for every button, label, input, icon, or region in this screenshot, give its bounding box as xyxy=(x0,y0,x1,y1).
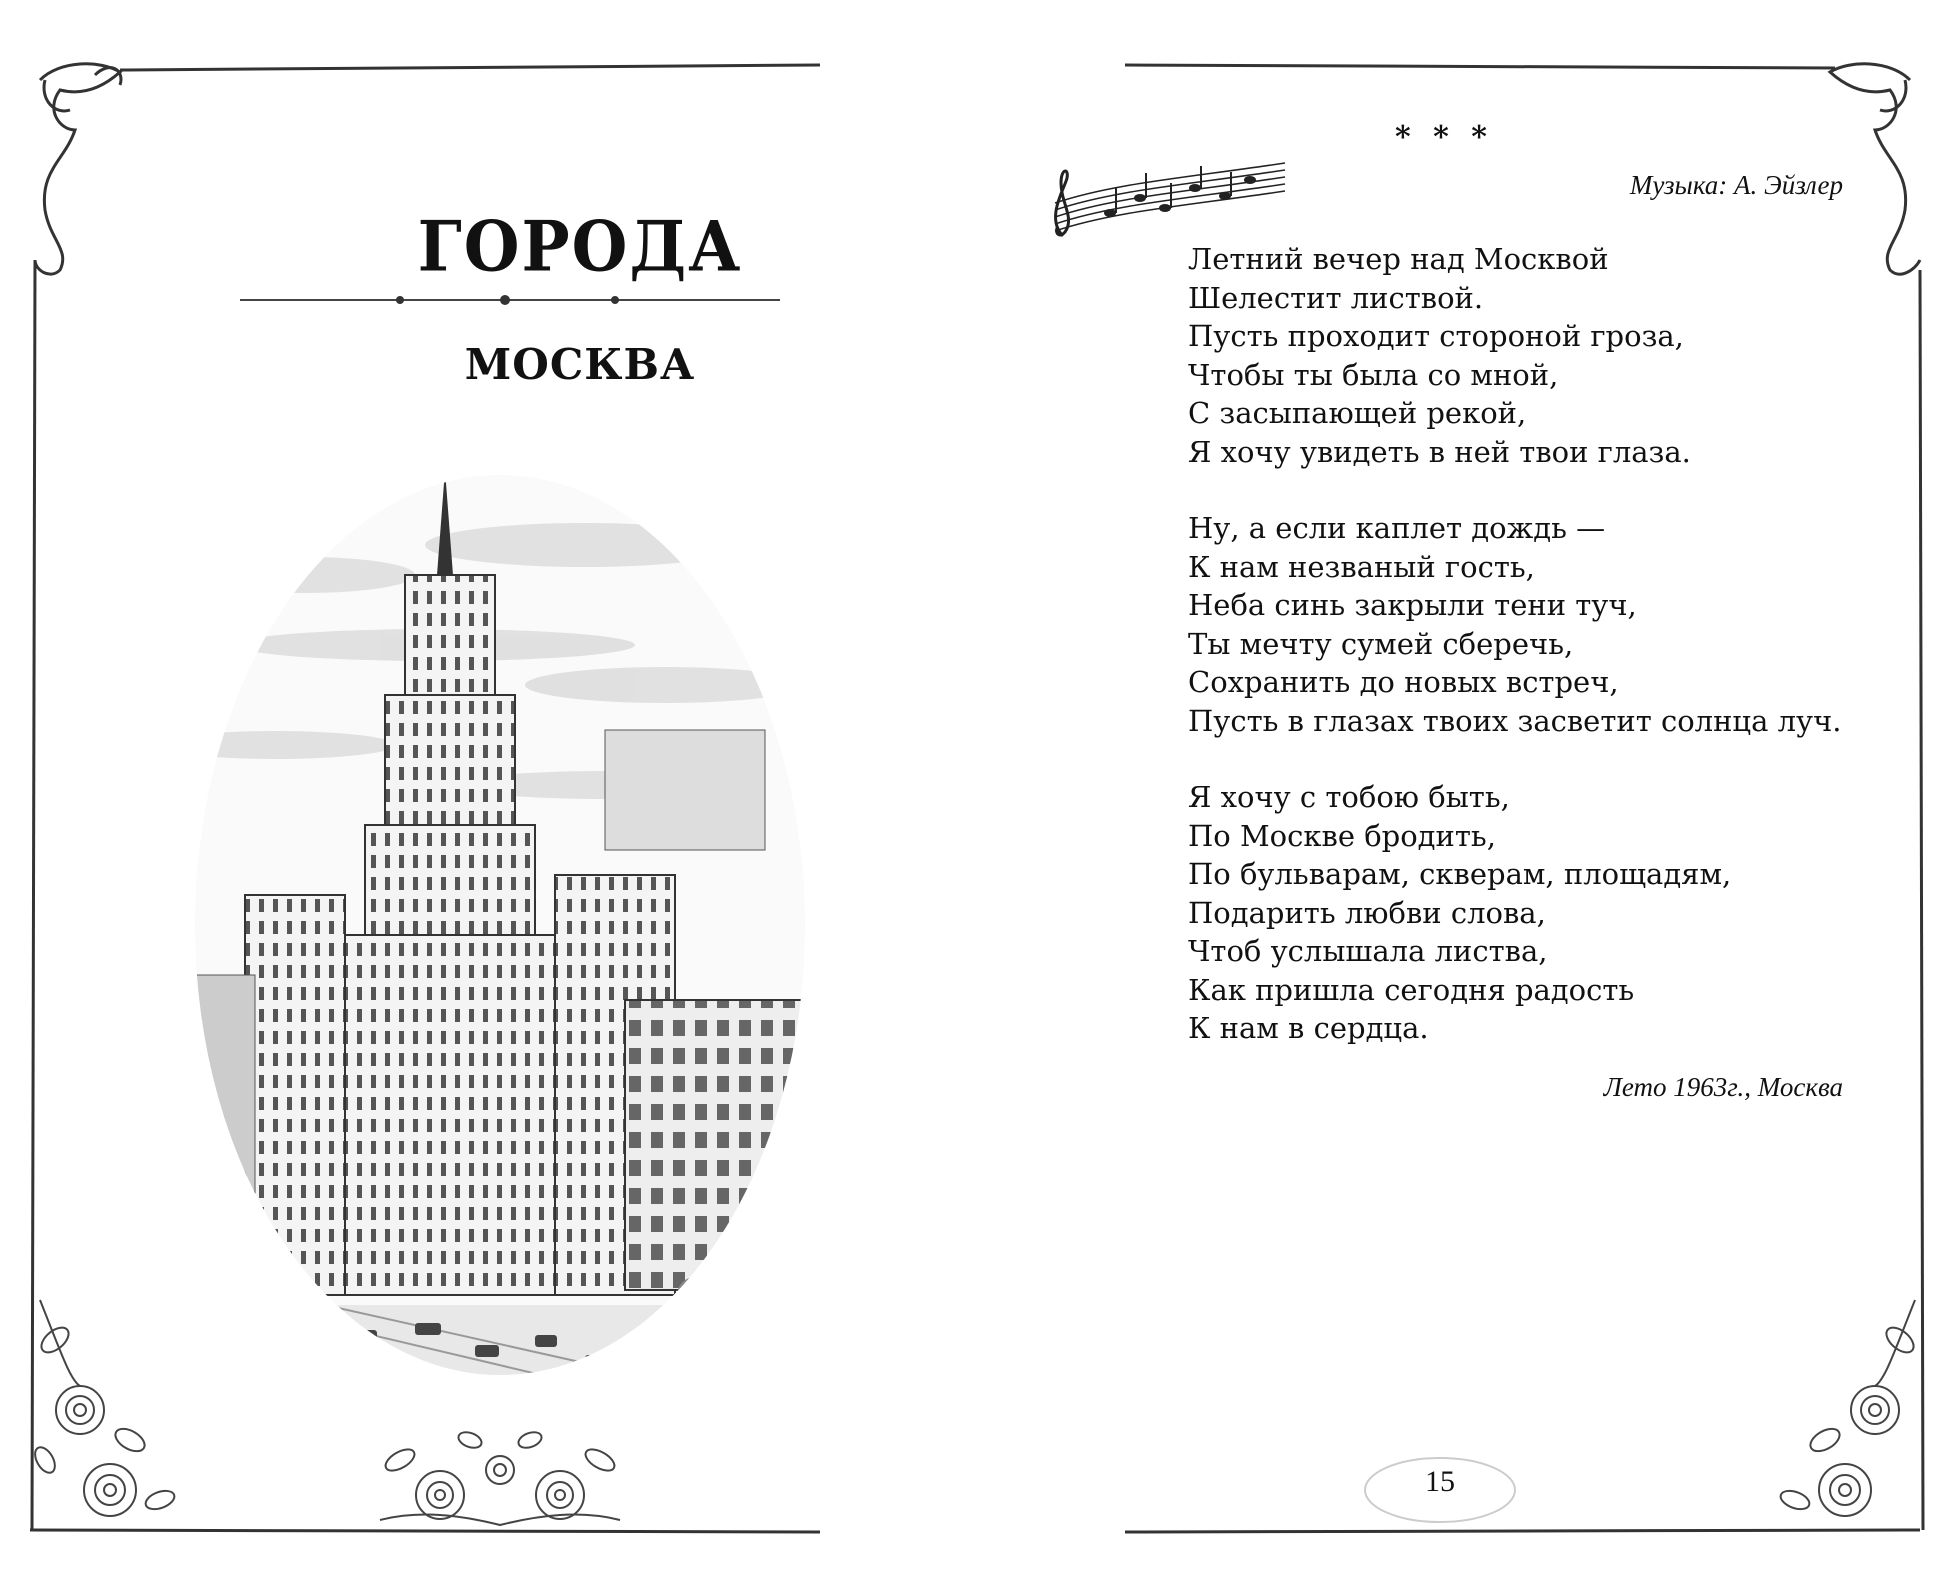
poem-line: Пусть в глазах твоих засветит солнца луч. xyxy=(1188,703,1842,738)
stanza xyxy=(1188,240,1841,471)
page-number: 15 xyxy=(1425,1465,1455,1498)
rose-ornament-icon xyxy=(380,1429,620,1525)
poem-line: С засыпающей рекой, xyxy=(1188,396,1527,430)
poem-line: Неба синь закрыли тени туч, xyxy=(1188,588,1637,622)
poem-line: Подарить любви слова, xyxy=(1188,895,1546,930)
stanza-ornament: * * * xyxy=(1395,120,1493,155)
section-title: ГОРОДА xyxy=(417,207,743,288)
poem-line: К нам в сердца. xyxy=(1188,1011,1429,1045)
left-page xyxy=(0,0,975,1593)
poem-line: По бульварам, скверам, площадям, xyxy=(1188,857,1732,891)
poem-line: Я хочу увидеть в ней твои глаза. xyxy=(1188,434,1691,469)
poem-line: Ну, а если каплет дождь — xyxy=(1188,511,1606,545)
title-divider xyxy=(240,290,780,310)
poem-line: Пусть проходит стороной гроза, xyxy=(1188,319,1684,353)
poem-text xyxy=(1188,240,1841,1086)
poem-line: Я хочу с тобою быть, xyxy=(1188,780,1510,814)
rose-ornament-icon xyxy=(1778,1300,1918,1516)
poem-line: К нам незваный гость, xyxy=(1188,549,1535,584)
poem-line: Шелестит листвой. xyxy=(1188,280,1484,315)
city-title: МОСКВА xyxy=(464,340,696,389)
poem-line: По Москве бродить, xyxy=(1188,818,1496,853)
music-notes-icon xyxy=(1035,158,1295,238)
rose-ornament-icon xyxy=(31,1300,177,1516)
poem-line: Летний вечер над Москвой xyxy=(1188,242,1609,276)
poem-line: Ты мечту сумей сберечь, xyxy=(1188,626,1574,661)
stanza xyxy=(1188,509,1841,740)
poem-line: Как пришла сегодня радость xyxy=(1188,972,1635,1007)
poem-signature: Лето 1963г., Москва xyxy=(1603,1072,1843,1102)
poem-line: Сохранить до новых встреч, xyxy=(1188,665,1619,699)
poem-line: Чтобы ты была со мной, xyxy=(1188,357,1559,392)
right-page xyxy=(975,0,1951,1593)
poem-line: Чтоб услышала листва, xyxy=(1188,934,1548,968)
composer-credit: Музыка: А. Эйзлер xyxy=(1629,170,1843,200)
stanza xyxy=(1188,778,1841,1048)
moscow-building-illustration xyxy=(185,455,825,1390)
